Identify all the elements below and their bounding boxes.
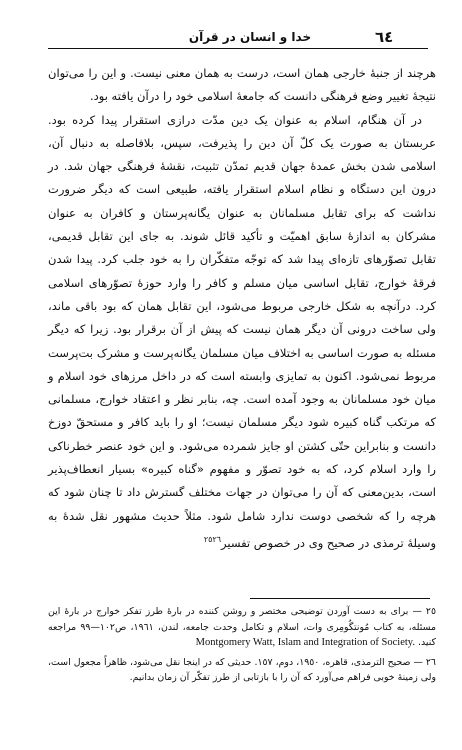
- running-title: خدا و انسان در قرآن: [188, 30, 312, 44]
- footnote-26: ٢٦ — صحیح الترمذی، قاهره، ١٩٥٠، دوم، ١٥٧. حدیثی که در اینجا نقل می‌شود، ظاهراً مجعول است، ولی زمینهٔ خوبی فراهم می‌آورد که آن را با بازتابی از طرز تفکّر آن زمان بدانیم.: [48, 656, 436, 683]
- footnote-rule: [250, 598, 430, 599]
- footnote-text: برای به دست آوردن توضیحی مختصر و روشن کننده در بارهٔ طرز تفکر خوارج در بارهٔ این مسئله، به کتاب مُونتگُومِری وات، اسلام و تکامل وحدت جامعه، لندن، ١٩٦١، ص١٠٢—٩٩ مراجعه کنید.: [48, 606, 436, 648]
- footnote-latin-reference: Montgomery Watt, Islam and Integration of Society.: [195, 637, 415, 648]
- page-header: [0, 28, 462, 48]
- footnote-ref-26[interactable]: ٢٦: [212, 534, 222, 544]
- paragraph-2: [48, 109, 436, 555]
- paragraph-1: [48, 62, 436, 109]
- paragraph-1-text: هرچند از جنبهٔ خارجی همان است، درست به همان معنی نیست. و این را می‌توان نتیجهٔ تغییر وضع فرهنگی دانست که جامعهٔ اسلامی خود را درآن یافته بود.: [48, 66, 436, 104]
- footnote-number: ٢٦: [425, 656, 436, 668]
- page-number: ٦٤: [375, 28, 394, 46]
- footnote-number: ٢٥: [425, 606, 436, 617]
- footnote-25: ٢٥ — برای به دست آوردن توضیحی مختصر و روشن کننده در بارهٔ طرز تفکر خوارج در بارهٔ این مسئله، به کتاب مُونتگُومِری وات، اسلام و تکامل وحدت جامعه، لندن، ١٩٦١، ص١٠٢—٩٩ مراجعه کنید. Montgomery Watt, Islam and Integration of Society.: [48, 606, 436, 648]
- footnote-ref-25[interactable]: ٢٥: [203, 534, 213, 544]
- body-text: [48, 62, 436, 555]
- paragraph-2-text: در آن هنگام، اسلام به عنوان یک دین مدّت درازی استقرار پیدا کرده بود. عربستان به صورت یک کلّ آن دین را پذیرفت، سپس، بلافاصله به دنبال آن، اسلامی شدن بخش عمدهٔ جهان قدیم تمدّن تثبیت، نقشهٔ فرهنگی جهان شد. در درون این دستگاه و نظام اسلام استقرار یافته، طبیعی است که دیگر ضرورت نداشت که برای تقابل مسلمانان به عنوان یگانه‌پرستان و کافران به عنوان مشرکان به اندازهٔ سابق اهمیّت و تأکید قائل شوند. به جای این تقابل قدیمی، تقابل تصوّرهای تازه‌ای پیدا شد که توجّه متفکّران را به خود جلب کرد. پیدا شدن فرقهٔ خوارج، تقابل اساسی میان مسلم و کافر را وارد حوزهٔ تصوّرهای اسلامی کرد. درآنچه به شکل خارجی مربوط می‌شود، این تقابل همان که بود باقی ماند، ولی ساخت درونی آن دیگر همان نیست که پیش از آن برقرار بود. زیرا که دیگر مسئله به صورت اساسی به اختلاف میان مسلمان یگانه‌پرست و مشرک بت‌پرست مربوط نمی‌شود. اکنون به تمایزی وابسته است که در داخل مرزهای خود اسلام و میان خود مسلمانان به وجود آمده است. چه، بنابر نظر و اعتقاد خوارج، مسلمانی که مرتکب گناه کبیره شود دیگر مسلمان نیست؛ او را باید کافر و مستحقّ دوزخ دانست و بنابراین حتّی کشتن او جایز شمرده می‌شود. و این خود عنصر خطرناکی را وارد اسلام کرد، که به خود تصوّر و مفهوم «گناه کبیره» بسیار انعطاف‌پذیر است، بدین‌معنی که آن را می‌توان در جهات مختلف گسترش داد تا چنان شود که هرچه را که شخصی دوست ندارد شامل شود. مثلاً حدیث مشهور نقل شدهٔ به وسیلهٔ ترمذی در صحیح وی در خصوص تفسیر: [48, 112, 436, 550]
- footnote-text: صحیح الترمذی، قاهره، ١٩٥٠، دوم، ١٥٧. حدیثی که در اینجا نقل می‌شود، ظاهراً مجعول است، ولی زمینهٔ خوبی فراهم می‌آورد که آن را با بازتابی از طرز تفکّر آن زمان بدانیم.: [48, 656, 436, 683]
- footnotes: [48, 604, 436, 690]
- header-rule: [48, 48, 428, 49]
